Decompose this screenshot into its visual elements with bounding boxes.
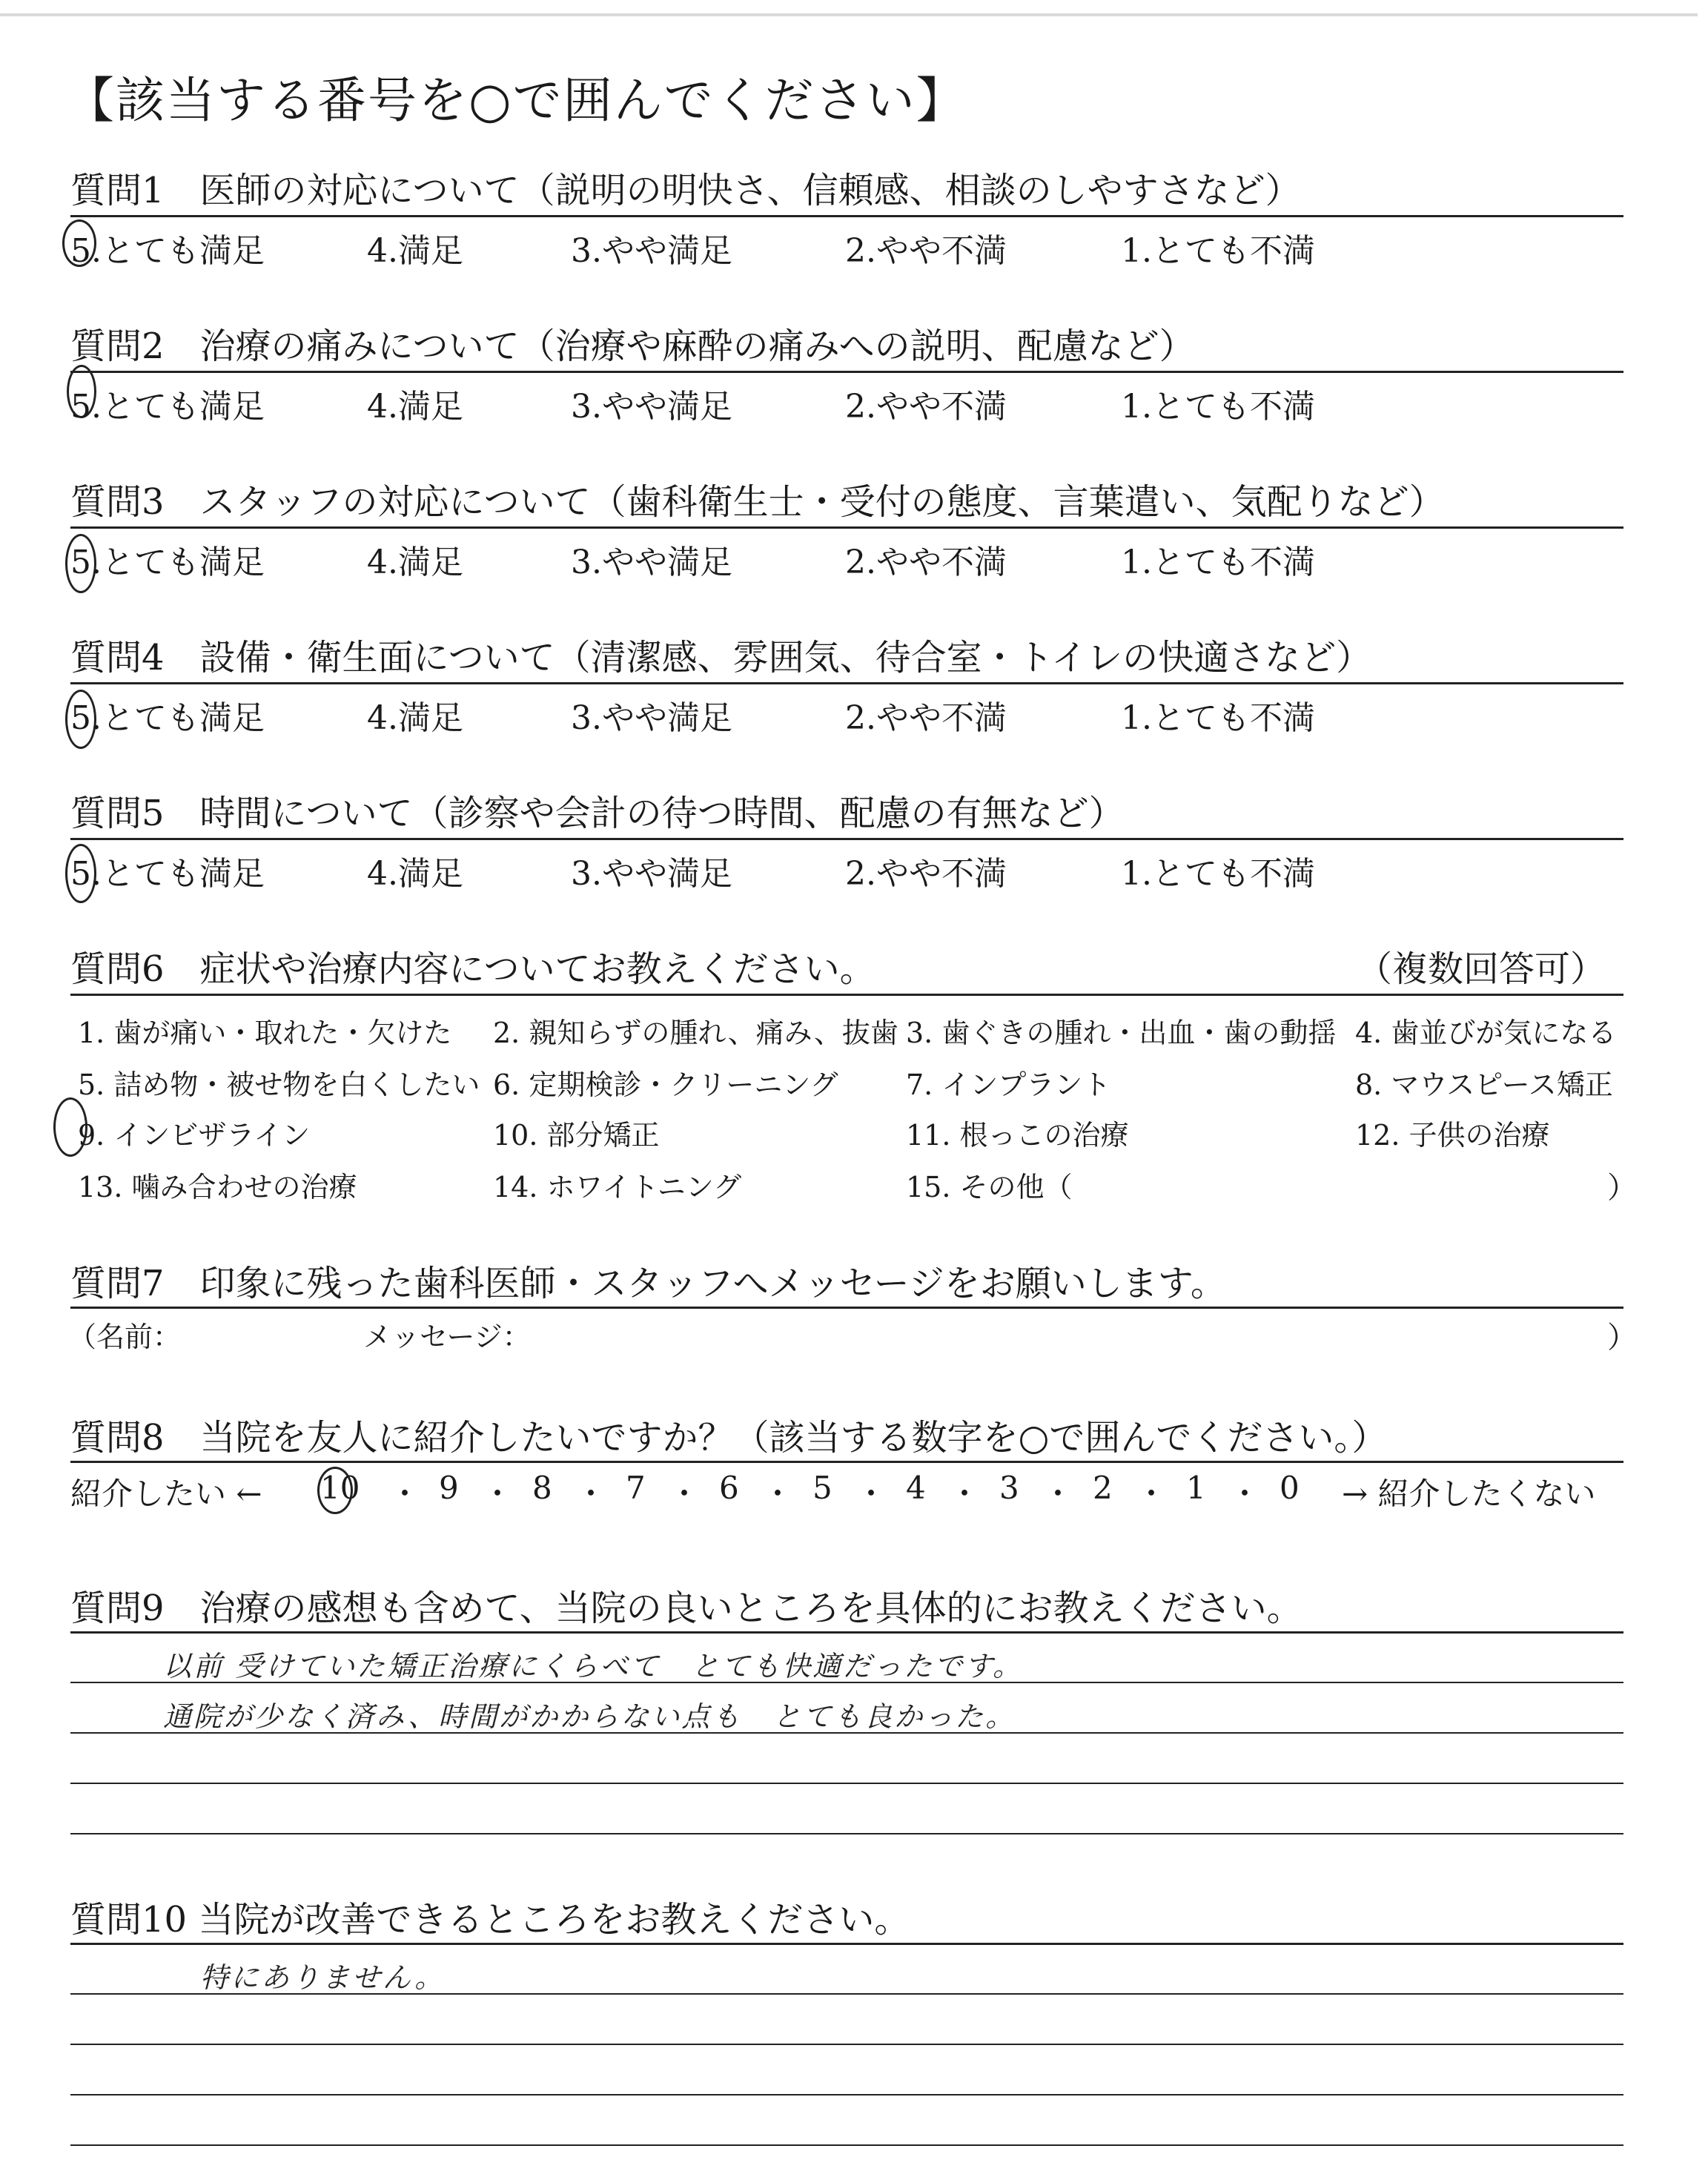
q8-dot: ・ [1229,1476,1261,1512]
q6-item-9[interactable]: 9. インビザライン [78,1119,311,1152]
q2-rule [70,371,1623,373]
q7-rule [70,1307,1623,1309]
q8-scale-7[interactable]: 7 [626,1470,646,1506]
q2-title: 質問2 治療の痛みについて（治療や麻酔の痛みへの説明、配慮など） [70,326,1195,367]
q8-dot: ・ [949,1476,981,1512]
q2-option-5[interactable]: 5.とても満足 [70,388,265,426]
q6-rule [70,994,1623,996]
q7-title: 質問7 印象に残った歯科医師・スタッフへメッセージをお願いします。 [70,1263,1226,1304]
q5-rule [70,838,1623,840]
q9-rule-5 [70,1833,1623,1834]
q5-option-5[interactable]: 5.とても満足 [70,855,265,893]
q8-title: 質問8 当院を友人に紹介したいですか？（該当する数字を○で囲んでください。） [70,1417,1388,1459]
q8-left-label: 紹介したい ← [70,1476,262,1512]
q3-option-2[interactable]: 2.やや不満 [845,544,1007,581]
q8-dot: ・ [482,1476,514,1512]
q9-handwritten-line-2: 通院が少なく済み、時間がかからない点も とても良かった。 [163,1700,1016,1733]
q7-message-label: メッセージ： [363,1321,531,1353]
q3-option-4[interactable]: 4.満足 [367,544,463,581]
q6-item-13[interactable]: 13. 噛み合わせの治療 [78,1171,357,1203]
q3-title: 質問3 スタッフの対応について（歯科衛生士・受付の態度、言葉遣い、気配りなど） [70,481,1445,523]
q7-close-paren: ） [1607,1321,1637,1355]
q5-option-1[interactable]: 1.とても不満 [1121,855,1315,893]
q6-other-close-paren: ） [1607,1171,1637,1205]
q6-item-1[interactable]: 1. 歯が痛い・取れた・欠けた [78,1017,452,1049]
q4-option-2[interactable]: 2.やや不満 [845,699,1007,737]
q6-item-2[interactable]: 2. 親知らずの腫れ、痛み、抜歯 [493,1017,898,1049]
q5-option-4[interactable]: 4.満足 [367,855,463,893]
q6-item-14[interactable]: 14. ホワイトニング [493,1171,742,1203]
q1-option-3[interactable]: 3.やや満足 [571,232,732,270]
q2-option-4[interactable]: 4.満足 [367,388,463,426]
q8-dot: ・ [762,1476,794,1512]
q2-option-2[interactable]: 2.やや不満 [845,388,1007,426]
q1-rule [70,215,1623,217]
q6-item-4[interactable]: 4. 歯並びが気になる [1355,1017,1617,1049]
q10-rule-5 [70,2144,1623,2146]
q6-item-15[interactable]: 15. その他（ [906,1171,1073,1203]
q4-option-3[interactable]: 3.やや満足 [571,699,732,737]
q2-option-3[interactable]: 3.やや満足 [571,388,732,426]
q8-scale-10[interactable]: 10 [320,1470,360,1506]
q8-dot: ・ [669,1476,701,1512]
q8-scale-1[interactable]: 1 [1186,1470,1206,1506]
q9-rule-4 [70,1783,1623,1784]
q3-option-3[interactable]: 3.やや満足 [571,544,732,581]
form-header: 【該当する番号を○で囲んでください】 [65,72,967,129]
q4-option-1[interactable]: 1.とても不満 [1121,699,1315,737]
q4-rule [70,682,1623,684]
q8-dot: ・ [1136,1476,1168,1512]
q8-scale-3[interactable]: 3 [999,1470,1019,1506]
q9-handwritten-line-1: 以前 受けていた矯正治療にくらべて とても快適だったです。 [163,1650,1024,1682]
q6-item-7[interactable]: 7. インプラント [906,1069,1111,1101]
q7-name-label: （名前： [68,1321,182,1353]
q3-option-1[interactable]: 1.とても不満 [1121,544,1315,581]
q8-rule [70,1461,1623,1463]
q4-title: 質問4 設備・衛生面について（清潔感、雰囲気、待合室・トイレの快適さなど） [70,637,1372,678]
q5-option-2[interactable]: 2.やや不満 [845,855,1007,893]
q6-item-10[interactable]: 10. 部分矯正 [493,1119,660,1152]
q1-option-2[interactable]: 2.やや不満 [845,232,1007,270]
q1-option-5[interactable]: 5.とても満足 [70,232,265,270]
q8-right-label: → 紹介したくない [1342,1476,1596,1512]
q4-option-4[interactable]: 4.満足 [367,699,463,737]
q8-scale-6[interactable]: 6 [719,1470,739,1506]
q8-dot: ・ [855,1476,887,1512]
q1-option-1[interactable]: 1.とても不満 [1121,232,1315,270]
q9-title: 質問9 治療の感想も含めて、当院の良いところを具体的にお教えください。 [70,1588,1302,1629]
q1-option-4[interactable]: 4.満足 [367,232,463,270]
q8-scale-9[interactable]: 9 [439,1470,459,1506]
q5-option-3[interactable]: 3.やや満足 [571,855,732,893]
q6-item-6[interactable]: 6. 定期検診・クリーニング [493,1069,838,1101]
q8-scale-2[interactable]: 2 [1093,1470,1113,1506]
q8-dot: ・ [389,1476,421,1512]
q6-title: 質問6 症状や治療内容についてお教えください。 [70,948,875,990]
q8-dot: ・ [1042,1476,1074,1512]
q8-scale-8[interactable]: 8 [532,1470,552,1506]
q2-option-1[interactable]: 1.とても不満 [1121,388,1315,426]
q6-item-5[interactable]: 5. 詰め物・被せ物を白くしたい [78,1069,480,1101]
q6-item-3[interactable]: 3. 歯ぐきの腫れ・出血・歯の動揺 [906,1017,1337,1049]
q10-handwritten-line-1: 特にありません。 [200,1961,446,1994]
q10-title: 質問10 当院が改善できるところをお教えください。 [70,1899,910,1941]
q3-option-5[interactable]: 5.とても満足 [70,544,265,581]
q6-note: （複数回答可） [1357,948,1606,990]
q6-item-11[interactable]: 11. 根っこの治療 [906,1119,1129,1152]
q4-option-5[interactable]: 5.とても満足 [70,699,265,737]
top-border [0,13,1698,16]
q10-rule-3 [70,2044,1623,2045]
q6-item-8[interactable]: 8. マウスピース矯正 [1355,1069,1613,1101]
q8-scale-0[interactable]: 0 [1280,1470,1300,1506]
q10-rule-4 [70,2094,1623,2095]
q8-scale-4[interactable]: 4 [906,1470,926,1506]
q3-rule [70,526,1623,529]
q5-title: 質問5 時間について（診察や会計の待つ時間、配慮の有無など） [70,793,1125,834]
q8-dot: ・ [575,1476,607,1512]
q10-rule-1 [70,1943,1623,1945]
q1-title: 質問1 医師の対応について（説明の明快さ、信頼感、相談のしやすさなど） [70,170,1301,211]
q9-rule-1 [70,1631,1623,1634]
q6-item-12[interactable]: 12. 子供の治療 [1355,1119,1550,1152]
q8-scale-5[interactable]: 5 [812,1470,833,1506]
